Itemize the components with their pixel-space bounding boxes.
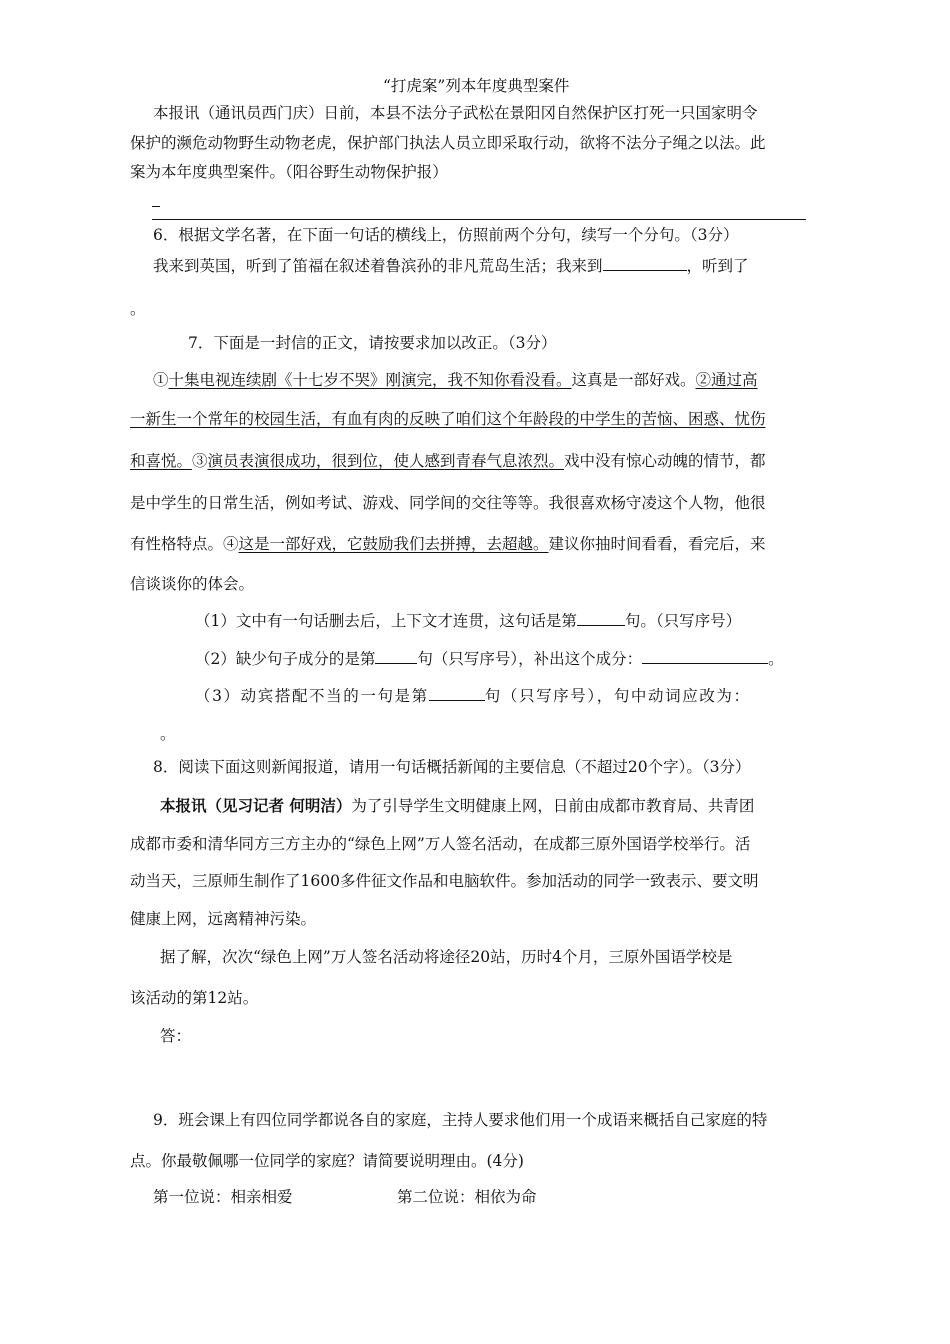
q7-sub-1-blank[interactable]	[577, 611, 625, 626]
q7-letter-line-4: 是中学生的日常生活，例如考试、游戏、同学间的交往等等。我很喜欢杨守凌这个人物，他很	[130, 494, 766, 512]
q7-sub-3-blank[interactable]	[429, 686, 485, 701]
q7-sub-2-c: 。	[768, 650, 784, 668]
q8-answer-label: 答：	[160, 1027, 192, 1045]
q7-l1-b: 这真是一部好戏。	[571, 371, 696, 389]
answer-dash	[152, 206, 160, 207]
q7-sub-2-b: 句（只写序号），补出这个成分：	[417, 650, 643, 668]
q7-l5-b: 建议你抽时间看看，看完后，来	[548, 535, 766, 553]
article-title: “打虎案”列本年度典型案件	[383, 77, 570, 95]
q6-blank[interactable]	[603, 256, 687, 271]
q7-letter-line-6: 信谈谈你的体会。	[130, 575, 255, 593]
q7-sub-2	[195, 649, 885, 669]
q7-sub-1-b: 句。（只写序号）	[624, 612, 742, 630]
q7-sub-1	[195, 611, 885, 631]
q8-news-lead: 本报讯（见习记者 何明洁）	[160, 796, 352, 815]
q7-mark-1: ①	[153, 371, 169, 389]
article-line-3: 案为本年度典型案件。（阳谷野生动物保护报）	[130, 163, 448, 181]
article-line-2: 保护的濒危动物野生动物老虎，保护部门执法人员立即采取行动，欲将不法分子绳之以法。此	[130, 134, 766, 152]
q7-sentence-3: 演员表演很成功，很到位，使人感到青春气息浓烈。	[207, 452, 565, 470]
q6-stem: 6．根据文学名著，在下面一句话的横线上，仿照前两个分句，续写一个分句。（3分）	[153, 226, 739, 244]
q9-option-1: 第一位说：相亲相爱	[153, 1188, 293, 1206]
q7-sub-2-a: （2）缺少句子成分的是第	[195, 650, 376, 668]
q7-l1-c: ②通过高	[695, 371, 758, 389]
q7-letter-line-3	[130, 451, 820, 471]
q9-stem-line-2: 点。你最敬佩哪一位同学的家庭？请简要说明理由。(4分)	[130, 1152, 524, 1170]
q7-sub-3-b: 句（只写序号），句中动词应改为：	[484, 687, 751, 705]
q8-news-line-3: 动当天，三原师生制作了1600多件征文作品和电脑软件。参加活动的同学一致表示、要文明	[130, 872, 759, 890]
q6-text-b: ，听到了	[686, 257, 749, 275]
q7-sub-2-blank-2[interactable]	[642, 649, 768, 664]
q7-l5-a: 有性格特点。④	[130, 535, 239, 553]
article-line-1: 本报讯（通讯员西门庆）日前，本县不法分子武松在景阳冈自然保护区打死一只国家明令	[153, 104, 758, 122]
q7-l3-u1: 和喜悦。	[130, 452, 193, 470]
q7-sentence-4: 这是一部好戏，它鼓励我们去拼搏，去超越。	[238, 535, 549, 553]
q6-text	[153, 256, 843, 276]
q7-mark-3: ③	[192, 452, 208, 470]
q7-letter-line-5	[130, 534, 820, 554]
q6-text-a: 我来到英国，听到了笛福在叙述着鲁滨孙的非凡荒岛生活；我来到	[153, 257, 603, 275]
q7-sub-2-blank-1[interactable]	[375, 649, 417, 664]
q9-stem-line-1: 9．班会课上有四位同学都说各自的家庭，主持人要求他们用一个成语来概括自己家庭的特	[153, 1111, 768, 1129]
q7-sub-3-end: 。	[160, 725, 176, 743]
q7-sub-3-a: （3）动宾搭配不当的一句是第	[195, 687, 429, 705]
q8-news-l1: 为了引导学生文明健康上网，日前由成都市教育局、共青团	[351, 797, 755, 815]
q8-news-line-4: 健康上网，远离精神污染。	[130, 910, 317, 928]
q8-news-p2-line-2: 该活动的第12站。	[130, 989, 259, 1007]
q7-letter-line-1	[153, 370, 843, 390]
q8-news-line-2: 成都市委和清华同方三方主办的“绿色上网”万人签名活动，在成都三原外国语学校举行。活	[130, 835, 751, 853]
answer-rule	[152, 219, 806, 220]
q7-stem: 7．下面是一封信的正文，请按要求加以改正。（3分）	[188, 334, 557, 352]
q7-sentence-1: 十集电视连续剧《十七岁不哭》刚演完，我不知你看没看。	[168, 371, 572, 389]
q7-l3-c: 戏中没有惊心动魄的情节，都	[564, 452, 766, 470]
q8-news-p2-line-1: 据了解，次次“绿色上网”万人签名活动将途径20站，历时4个月，三原外国语学校是	[160, 948, 733, 966]
q8-news-line-1	[160, 796, 850, 816]
q8-stem: 8．阅读下面这则新闻报道，请用一句话概括新闻的主要信息（不超过20个字）。（3分）	[153, 758, 751, 776]
q7-letter-line-2: 一新生一个常年的校园生活，有血有肉的反映了咱们这个年龄段的中学生的苦恼、困惑、忧伤	[130, 410, 766, 428]
q9-option-2: 第二位说：相依为命	[397, 1188, 537, 1206]
q7-sub-3	[195, 686, 885, 706]
q6-end: 。	[130, 300, 146, 318]
q7-sub-1-a: （1）文中有一句话删去后，上下文才连贯，这句话是第	[195, 612, 577, 630]
